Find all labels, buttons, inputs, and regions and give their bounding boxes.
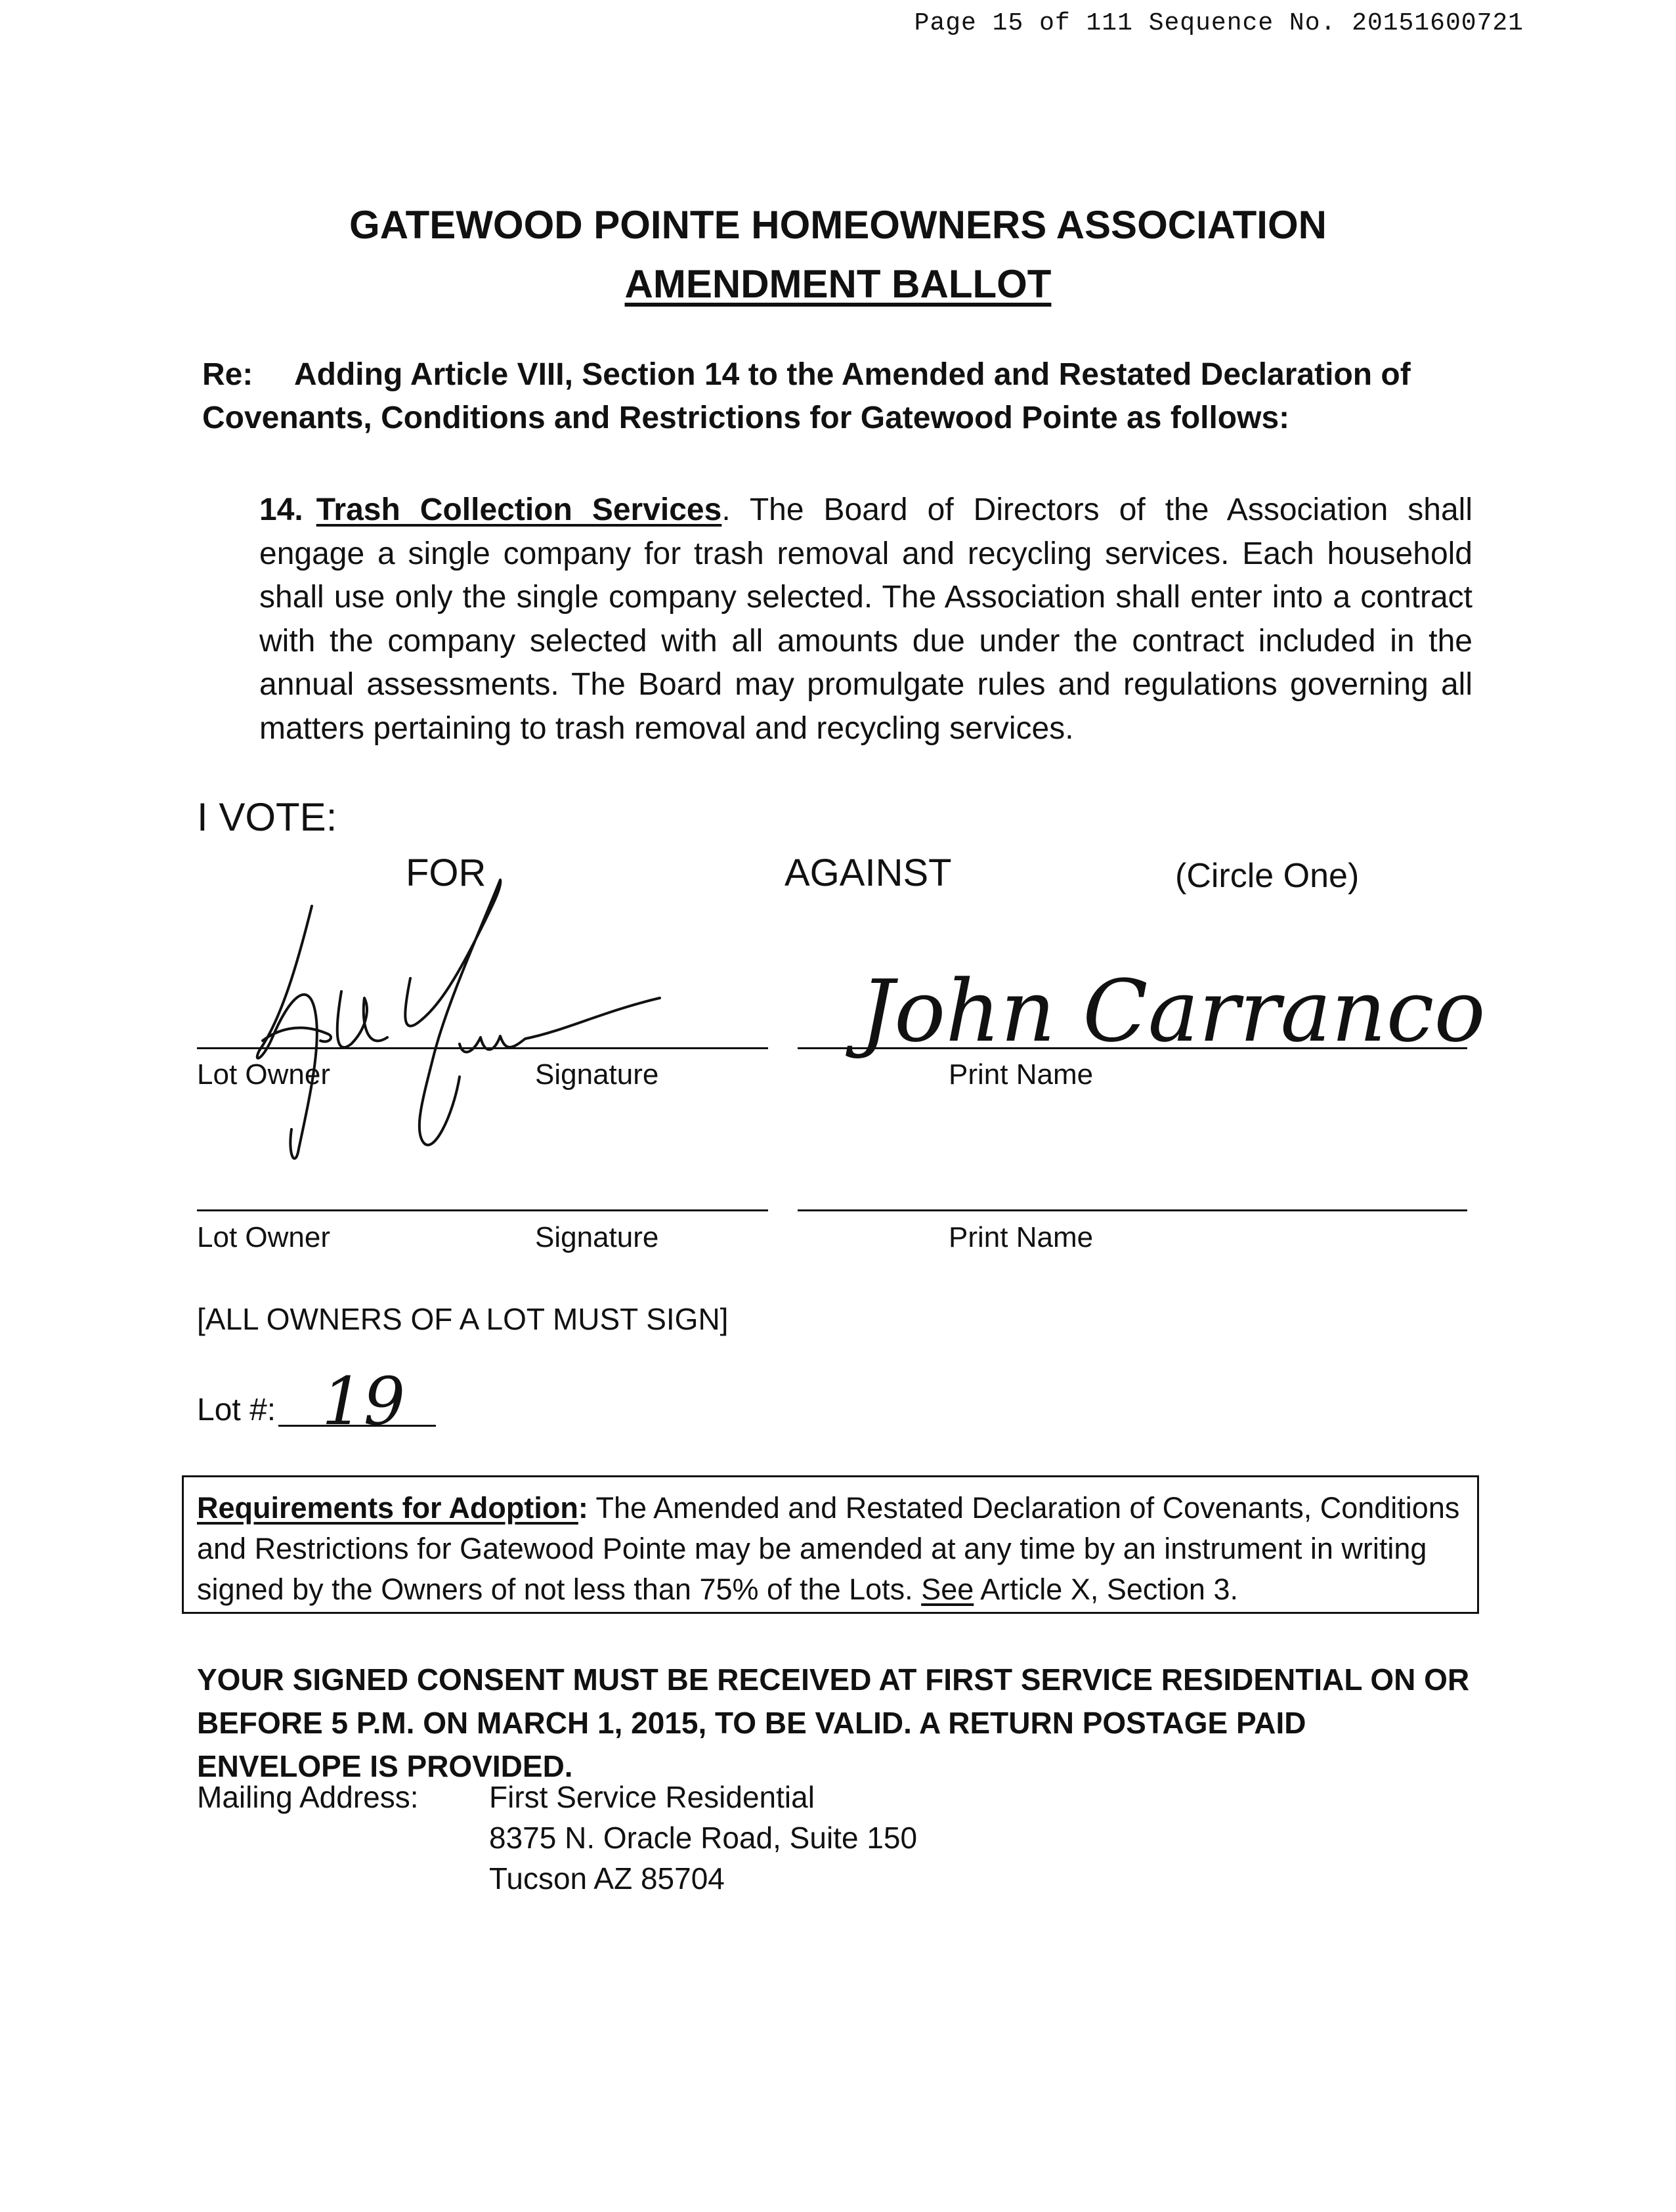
owner2-signature-line[interactable]: [197, 1209, 768, 1211]
section-14-paragraph: [259, 488, 1472, 750]
mailing-address-label: Mailing Address:: [197, 1780, 419, 1814]
re-paragraph: [202, 353, 1472, 440]
mailing-address-line3: Tucson AZ 85704: [489, 1861, 725, 1896]
deadline-notice: YOUR SIGNED CONSENT MUST BE RECEIVED AT FIRST SERVICE RESIDENTIAL ON OR BEFORE 5 P.M. ON MARCH 1, 2015, TO BE VALID. A RETURN POSTAGE PAID ENVELOPE IS PROVIDED.: [197, 1662, 1470, 1783]
section-number: 14.: [259, 492, 303, 527]
requirements-body: The Amended and Restated Declaration of Covenants, Conditions and Restrictions for Gatewood Pointe may be amended at any time by an instrument in writing signed by the Owners of not less than 75% of the Lots.: [197, 1491, 1460, 1606]
owner2-print-name-label: Print Name: [949, 1221, 1094, 1253]
ballot-title-text: AMENDMENT BALLOT: [624, 262, 1052, 306]
owner2-lot-owner-label: Lot Owner: [197, 1221, 330, 1253]
section-heading: Trash Collection Services: [316, 492, 722, 527]
vote-option-for[interactable]: FOR: [406, 852, 486, 894]
handwritten-signature-image: [236, 880, 683, 1195]
requirements-colon: :: [578, 1491, 588, 1525]
requirements-text: [197, 1488, 1467, 1610]
lot-number-label: Lot #:: [197, 1393, 276, 1427]
re-label: Re:: [202, 357, 253, 392]
handwritten-print-name: [853, 945, 1486, 1064]
owner1-signature-label: Signature: [535, 1058, 659, 1091]
mailing-address-line1: First Service Residential: [489, 1780, 815, 1814]
lot-number-value[interactable]: 19: [322, 1363, 406, 1440]
mailing-address-line2: 8375 N. Oracle Road, Suite 150: [489, 1821, 918, 1855]
section-body: The Board of Directors of the Association shall engage a single company for trash removal and recycling services. Each household shall use only the single company selected. The Association shall enter into a contract with the company selected with all amounts due under the contract included in the annual assessments. The Board may promulgate rules and regulations governing all matters pertaining to trash removal and recycling services.: [259, 492, 1472, 746]
owner1-lot-owner-label: Lot Owner: [197, 1058, 330, 1091]
section-heading-suffix: .: [721, 492, 731, 527]
page-sequence-header: Page 15 of 111 Sequence No. 20151600721: [914, 9, 1524, 37]
vote-option-against[interactable]: AGAINST: [784, 852, 952, 894]
lot-number-line: [278, 1425, 436, 1427]
requirements-see: See: [921, 1572, 974, 1606]
owner2-signature-label: Signature: [535, 1221, 659, 1253]
ballot-title: [0, 261, 1676, 307]
i-vote-label: I VOTE:: [197, 795, 337, 839]
association-title: GATEWOOD POINTE HOMEOWNERS ASSOCIATION: [349, 203, 1327, 247]
owner1-print-name-label: Print Name: [949, 1058, 1094, 1091]
owner1-signature-line[interactable]: [197, 1047, 768, 1049]
circle-one-instruction: (Circle One): [1175, 857, 1360, 895]
requirements-heading: Requirements for Adoption: [197, 1491, 578, 1525]
requirements-reference: Article X, Section 3.: [980, 1572, 1238, 1606]
re-text: Adding Article VIII, Section 14 to the Amended and Restated Declaration of Covenants, Conditions and Restrictions for Gatewood Pointe as follows:: [202, 357, 1411, 435]
handwritten-print-name-text: John Carranco: [860, 961, 1486, 1061]
owner2-print-name-line[interactable]: [798, 1209, 1467, 1211]
all-owners-note: [ALL OWNERS OF A LOT MUST SIGN]: [197, 1302, 729, 1336]
